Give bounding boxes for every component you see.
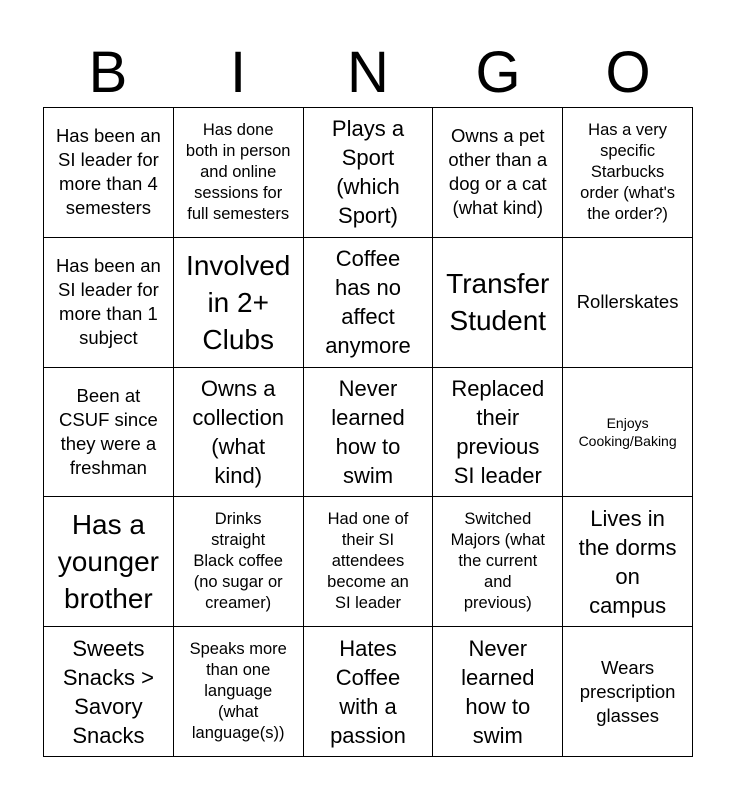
bingo-cell[interactable]: Owns a collection (what kind)	[174, 368, 304, 498]
bingo-cell[interactable]: Has been an SI leader for more than 1 subject	[44, 238, 174, 368]
bingo-cell[interactable]: Transfer Student	[433, 238, 563, 368]
bingo-cell[interactable]: Rollerskates	[563, 238, 693, 368]
bingo-cell[interactable]: Drinks straight Black coffee (no sugar or creamer)	[174, 497, 304, 627]
header-letter-g: G	[475, 40, 521, 105]
bingo-cell[interactable]: Never learned how to swim	[304, 368, 434, 498]
bingo-cell[interactable]: Plays a Sport (which Sport)	[304, 108, 434, 238]
bingo-cell[interactable]: Has a younger brother	[44, 497, 174, 627]
bingo-cell[interactable]: Owns a pet other than a dog or a cat (what kind)	[433, 108, 563, 238]
bingo-cell[interactable]: Wears prescription glasses	[563, 627, 693, 757]
header-letter-b: B	[88, 40, 128, 105]
bingo-cell[interactable]: Sweets Snacks > Savory Snacks	[44, 627, 174, 757]
bingo-cell[interactable]: Enjoys Cooking/Baking	[563, 368, 693, 498]
bingo-cell[interactable]: Has been an SI leader for more than 4 semesters	[44, 108, 174, 238]
bingo-cell[interactable]: Has done both in person and online sessions for full semesters	[174, 108, 304, 238]
bingo-cell[interactable]: Replaced their previous SI leader	[433, 368, 563, 498]
bingo-cell[interactable]: Hates Coffee with a passion	[304, 627, 434, 757]
header-letter-o: O	[605, 40, 651, 105]
bingo-cell[interactable]: Involved in 2+ Clubs	[174, 238, 304, 368]
bingo-cell[interactable]: Never learned how to swim	[433, 627, 563, 757]
bingo-cell[interactable]: Been at CSUF since they were a freshman	[44, 368, 174, 498]
bingo-cell[interactable]: Switched Majors (what the current and previous)	[433, 497, 563, 627]
bingo-cell[interactable]: Coffee has no affect anymore	[304, 238, 434, 368]
bingo-cell[interactable]: Lives in the dorms on campus	[563, 497, 693, 627]
bingo-cell[interactable]: Has a very specific Starbucks order (what's the order?)	[563, 108, 693, 238]
bingo-grid	[43, 107, 693, 757]
header-letter-n: N	[347, 40, 389, 105]
bingo-header	[43, 40, 693, 106]
header-letter-i: I	[229, 40, 247, 105]
bingo-cell[interactable]: Had one of their SI attendees become an SI leader	[304, 497, 434, 627]
bingo-cell[interactable]: Speaks more than one language (what language(s))	[174, 627, 304, 757]
